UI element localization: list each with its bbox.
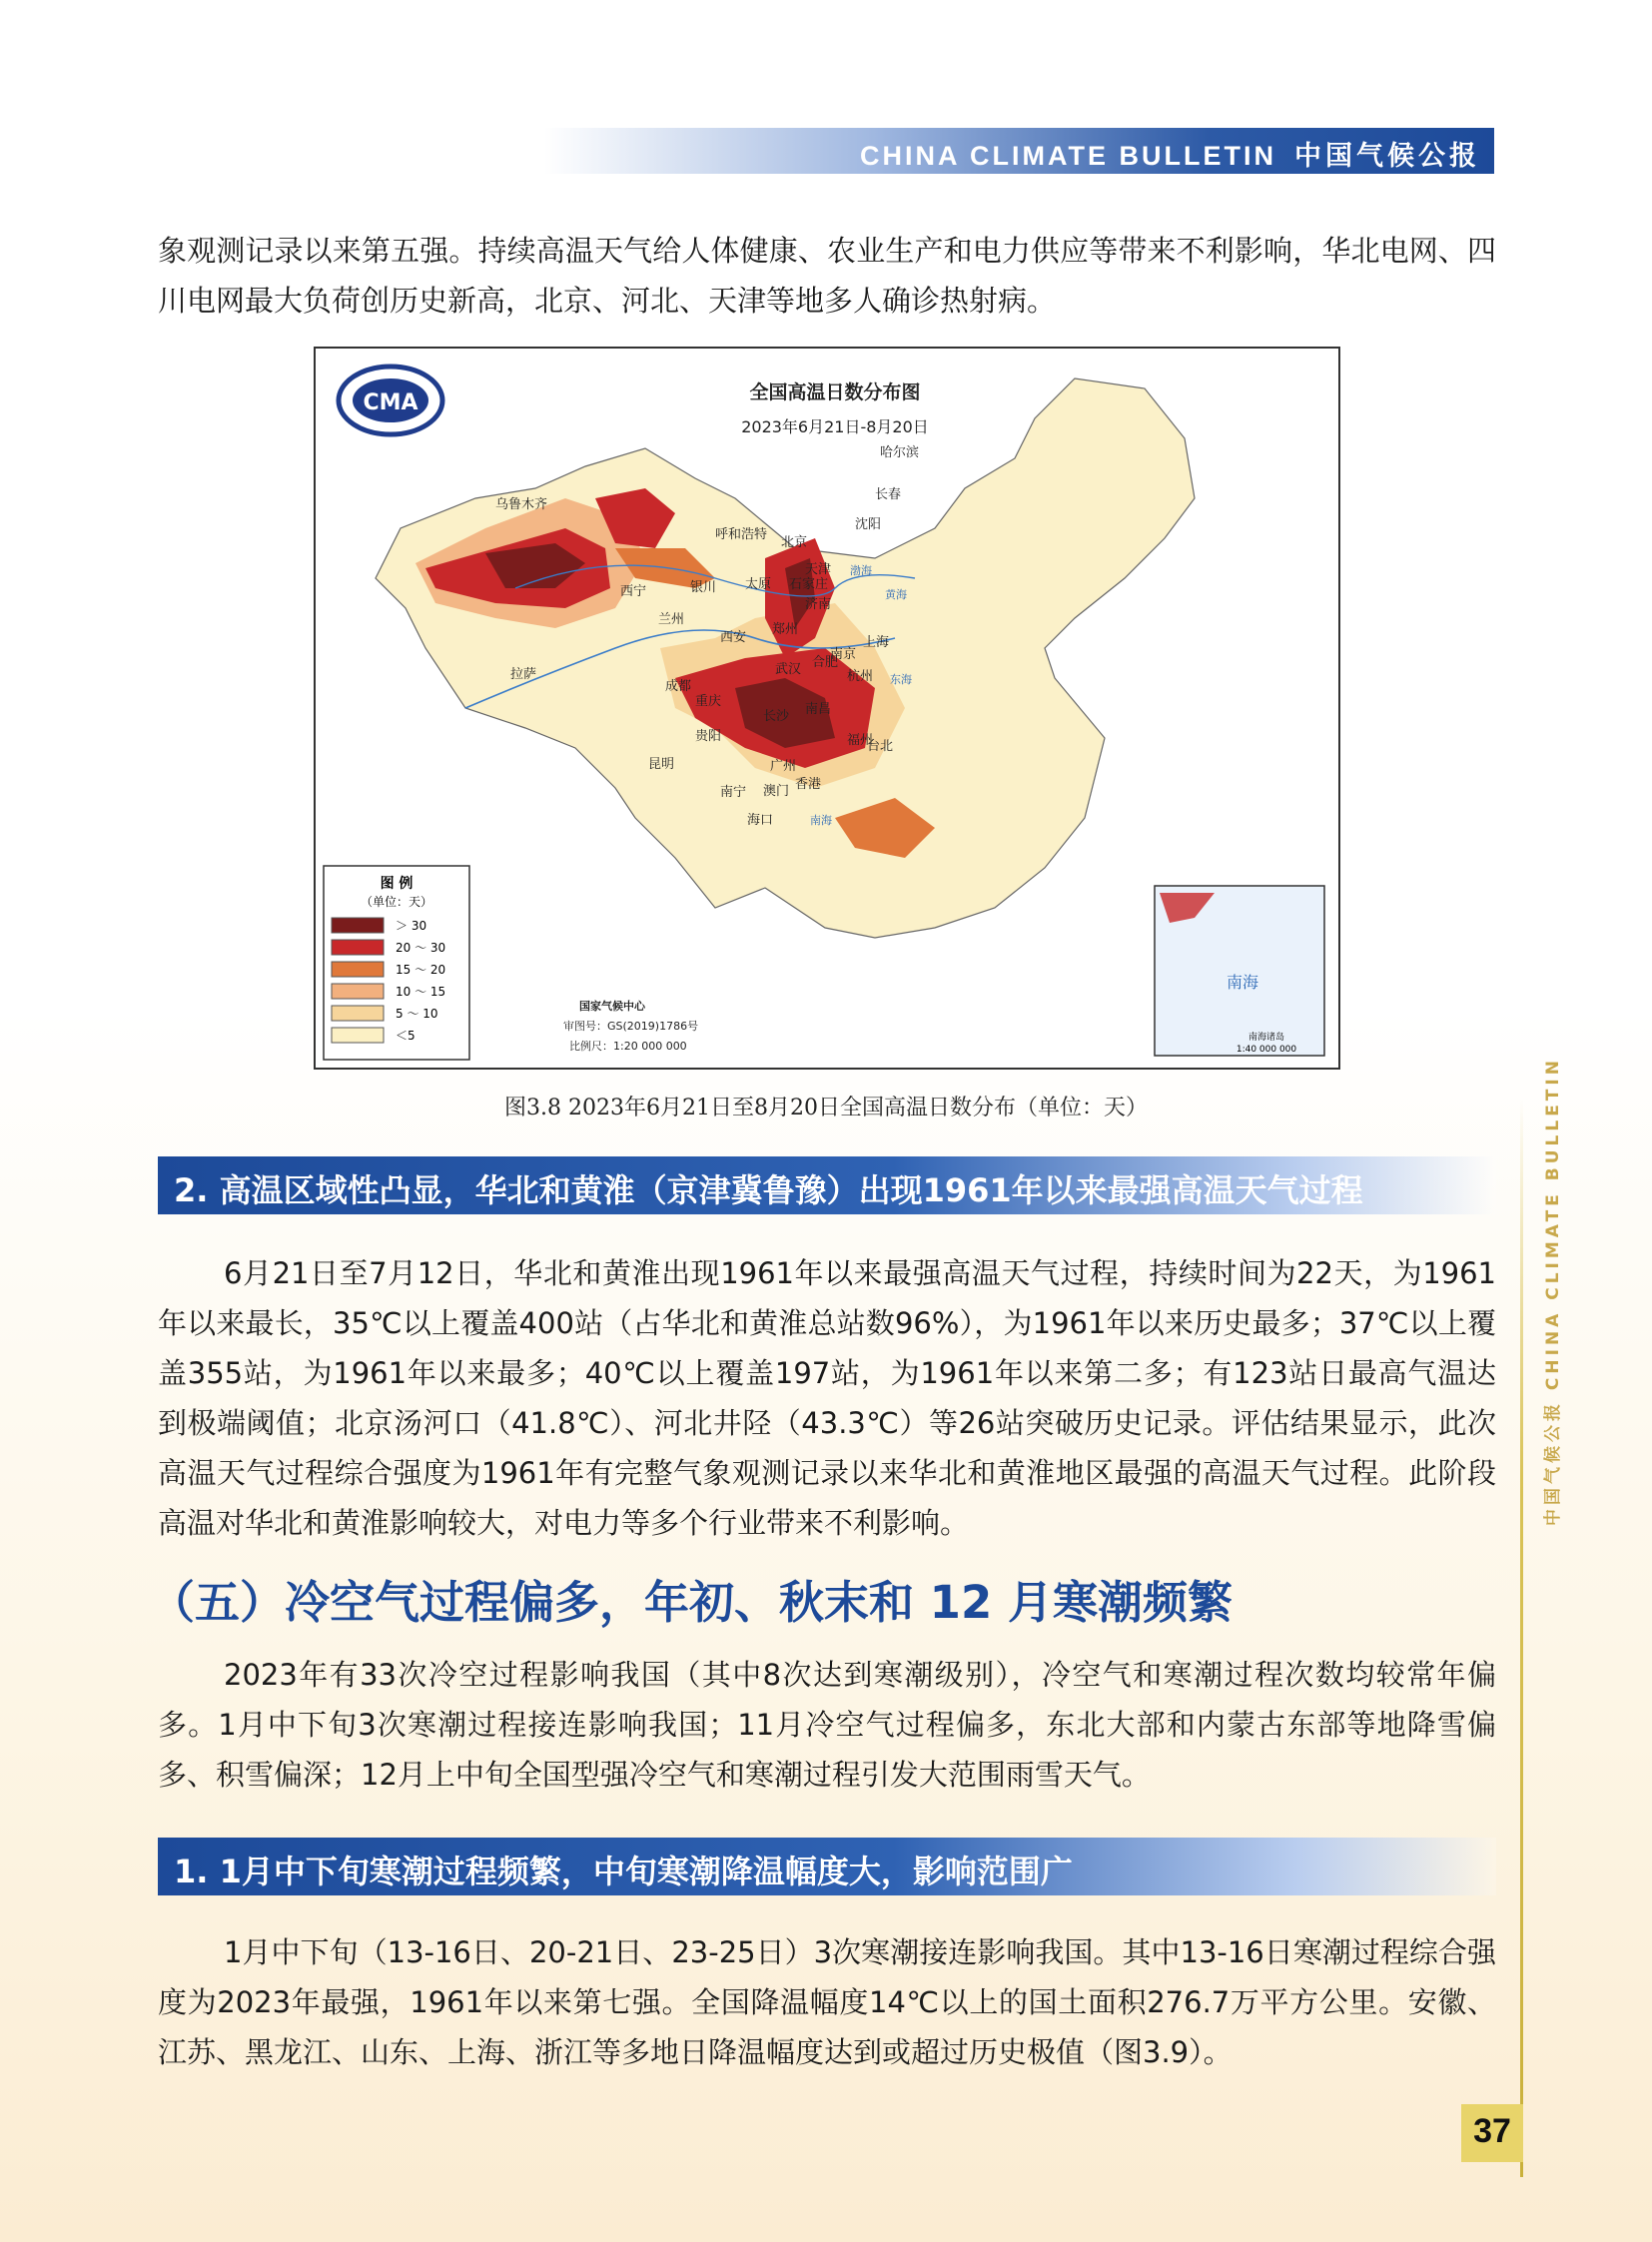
legend-swatch — [332, 1028, 384, 1043]
side-decoration-bar — [1520, 1099, 1523, 2177]
city-xian: 西安 — [720, 630, 747, 645]
legend-title: 图 例 — [380, 876, 413, 892]
legend-label: ＜5 — [396, 1029, 415, 1043]
credit-approval: 审图号：GS(2019)1786号 — [563, 1020, 699, 1033]
header-title-cn: 中国气候公报 — [1294, 141, 1480, 171]
sea-south: 南海 — [810, 814, 832, 827]
legend-swatch — [332, 918, 384, 933]
city-jinan: 济南 — [805, 597, 832, 612]
city-xining: 西宁 — [620, 584, 647, 599]
heat-days-map — [316, 349, 1338, 1068]
city-kunming: 昆明 — [648, 757, 675, 772]
city-tianjin: 天津 — [805, 562, 832, 577]
header-banner — [544, 128, 1494, 174]
city-hangzhou: 杭州 — [847, 669, 874, 684]
city-chengdu: 成都 — [665, 679, 692, 694]
city-lanzhou: 兰州 — [658, 612, 685, 627]
city-shanghai: 上海 — [863, 635, 890, 650]
city-nanjing: 南京 — [830, 647, 857, 662]
paragraph-cold-air: 2023年有33次冷空过程影响我国（其中8次达到寒潮级别），冷空气和寒潮过程次数均较常年偏多。1月中下旬3次寒潮过程接连影响我国；11月冷空气过程偏多，东北大部和内蒙古东部等地降雪偏多、积雪偏深；12月上中旬全国型强冷空气和寒潮过程引发大范围雨雪天气。 — [158, 1658, 1496, 1792]
city-taipei: 台北 — [867, 739, 894, 754]
section-heading-2-text: 2. 高温区域性凸显，华北和黄淮（京津冀鲁豫）出现1961年以来最强高温天气过程 — [174, 1171, 1363, 1209]
section-heading-1 — [158, 1838, 1496, 1895]
paragraph-cold-wave: 1月中下旬（13-16日、20-21日、23-25日）3次寒潮接连影响我国。其中13-16日寒潮过程综合强度为2023年最强，1961年以来第七强。全国降温幅度14℃以上的国土面积276.7万平方公里。安徽、江苏、黑龙江、山东、上海、浙江等多地日降温幅度达到或超过历史极值（图3.9）。 — [158, 1935, 1496, 2069]
legend-unit: （单位：天） — [360, 895, 433, 909]
sidebar-running-title: 中国气候公报 CHINA CLIMATE BULLETIN — [1543, 1057, 1563, 1526]
sea-bohai: 渤海 — [850, 564, 872, 577]
city-shijiazhuang: 石家庄 — [789, 577, 829, 592]
credit-org: 国家气候中心 — [579, 1000, 645, 1013]
city-macau: 澳门 — [763, 784, 790, 799]
legend-label: 20 ～ 30 — [396, 941, 446, 955]
city-zhengzhou: 郑州 — [772, 622, 799, 637]
legend-label: 5 ～ 10 — [396, 1007, 438, 1021]
inset-scale: 1:40 000 000 — [1236, 1045, 1297, 1055]
legend-label: 10 ～ 15 — [396, 985, 446, 999]
city-changchun: 长春 — [875, 487, 902, 502]
city-wuhan: 武汉 — [775, 662, 802, 677]
city-guangzhou: 广州 — [770, 759, 797, 774]
city-nanning: 南宁 — [720, 785, 747, 800]
figure-caption: 图3.8 2023年6月21日至8月20日全国高温日数分布（单位：天） — [504, 1096, 1148, 1121]
sea-yellow: 黄海 — [885, 588, 907, 601]
page-number: 37 — [1473, 2112, 1511, 2150]
section-heading-2 — [158, 1156, 1496, 1214]
paragraph-intro: 象观测记录以来第五强。持续高温天气给人体健康、农业生产和电力供应等带来不利影响，华北电网、四川电网最大负荷创历史新高，北京、河北、天津等地多人确诊热射病。 — [158, 234, 1496, 318]
header-title-en: CHINA CLIMATE BULLETIN — [860, 141, 1276, 171]
city-beijing: 北京 — [781, 535, 808, 550]
legend-label: ＞ 30 — [396, 919, 427, 933]
city-taiyuan: 太原 — [745, 577, 772, 592]
header-title — [860, 134, 1480, 173]
legend-label: 15 ～ 20 — [396, 963, 446, 977]
south-sea-inset — [1155, 886, 1324, 1056]
map-legend — [324, 866, 469, 1060]
city-changsha: 长沙 — [763, 709, 790, 724]
paragraph-heatwave: 6月21日至7月12日，华北和黄淮出现1961年以来最强高温天气过程，持续时间为22天，为1961年以来最长，35℃以上覆盖400站（占华北和黄淮总站数96%），为1961年以来历史最多；37℃以上覆盖355站，为1961年以来最多；40℃以上覆盖197站，为1961年以来第二多；有123站日最高气温达到极端阈值；北京汤河口（41.8℃）、河北井陉（43.3℃）等26站突破历史记录。评估结果显示，此次高温天气过程综合强度为1961年有完整气象观测记录以来华北和黄淮地区最强的高温天气过程。此阶段高温对华北和黄淮影响较大，对电力等多个行业带来不利影响。 — [158, 1256, 1496, 1540]
inset-label: 南海 — [1226, 973, 1259, 992]
legend-swatch — [332, 940, 384, 955]
chapter-heading-5: （五）冷空气过程偏多，年初、秋末和 12 月寒潮频繁 — [150, 1576, 1233, 1629]
heat-days-map-figure — [314, 347, 1340, 1070]
page-number-box — [1461, 2104, 1523, 2162]
city-lhasa: 拉萨 — [510, 667, 537, 682]
city-hefei: 合肥 — [812, 655, 839, 670]
logo-text: CMA — [363, 390, 418, 415]
city-hohhot: 呼和浩特 — [715, 527, 768, 542]
legend-swatch — [332, 1006, 384, 1021]
sea-east: 东海 — [890, 673, 912, 686]
city-guiyang: 贵阳 — [695, 729, 722, 744]
city-shenyang: 沈阳 — [855, 517, 882, 532]
section-heading-1-text: 1. 1月中下旬寒潮过程频繁，中旬寒潮降温幅度大，影响范围广 — [174, 1853, 1073, 1890]
legend-swatch — [332, 984, 384, 999]
cma-logo — [339, 367, 442, 434]
map-title: 全国高温日数分布图 — [749, 381, 921, 403]
city-harbin: 哈尔滨 — [880, 445, 920, 460]
legend-swatch — [332, 962, 384, 977]
map-subtitle: 2023年6月21日-8月20日 — [741, 417, 929, 436]
city-chongqing: 重庆 — [695, 694, 722, 709]
city-fuzhou: 福州 — [847, 733, 874, 748]
inset-note: 南海诸岛 — [1247, 1033, 1285, 1043]
city-yinchuan: 银川 — [690, 580, 717, 595]
city-nanchang: 南昌 — [805, 702, 832, 717]
city-hongkong: 香港 — [795, 777, 822, 792]
city-haikou: 海口 — [747, 813, 774, 828]
city-urumqi: 乌鲁木齐 — [495, 497, 548, 512]
credit-scale: 比例尺：1:20 000 000 — [569, 1040, 687, 1053]
